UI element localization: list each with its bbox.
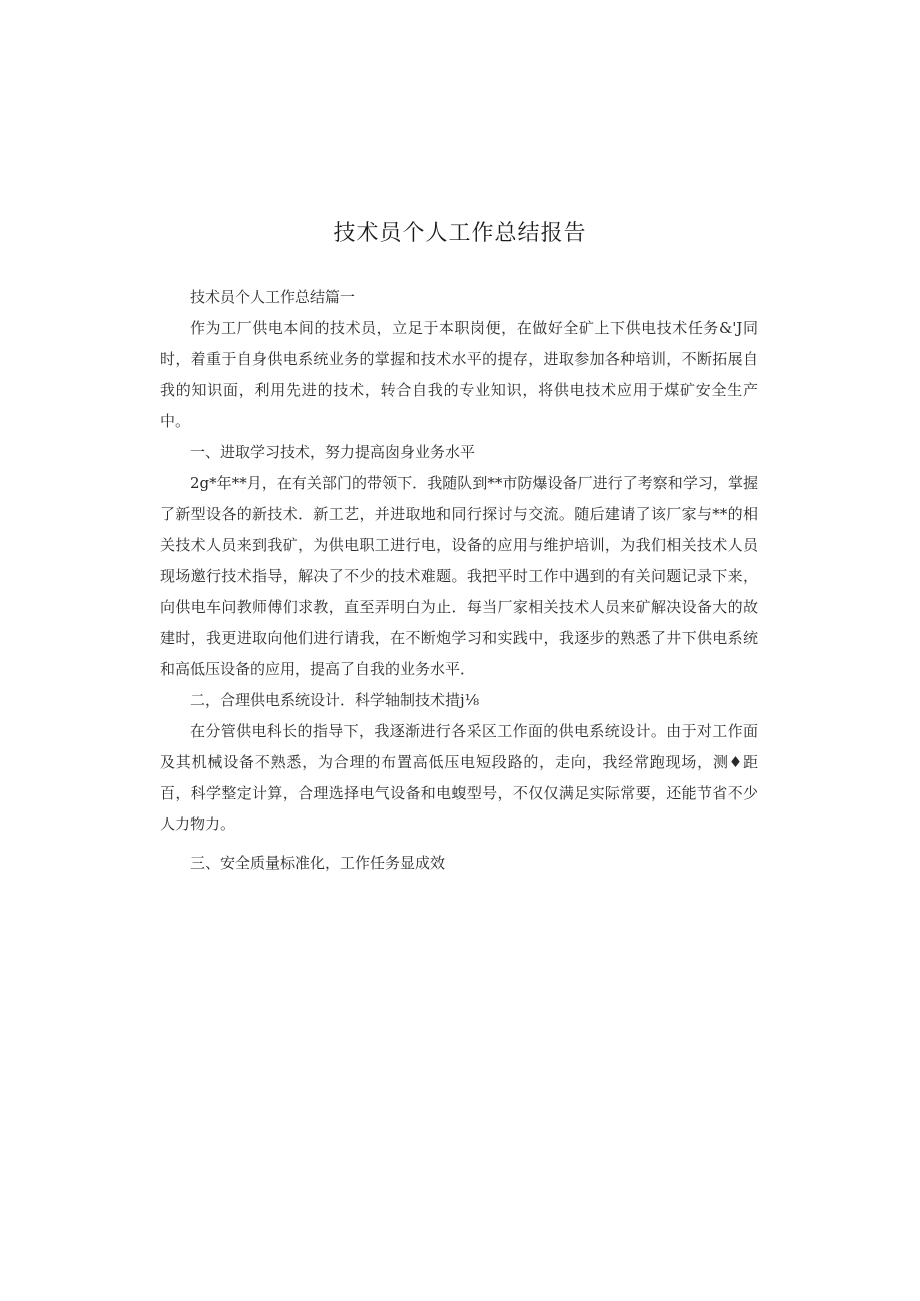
paragraph-intro: 作为工厂供电本间的技术员，立足于本职岗便，在做好全矿上下供电技术任务&'J同时，着重于自身供电系统业务的掌握和技术水平的提存，进取参加各种培训，不断拓展自我的知识面，利用先进的技术，转合自我的专业知识，将供电技术应用于煤矿安全生产中。 — [160, 319, 758, 430]
document-title: 技术员个人工作总结报告 — [333, 221, 587, 246]
document-body — [160, 282, 758, 879]
paragraph-1: 2g*年**月，在有关部门的带领下．我随队到**市防爆设备厂进行了考察和学习，掌握了新型设各的新技术．新工艺，并进取地和同行探讨与交流。随后建请了该厂家与**的相关技术人员来到我矿，为供电职工进行电，设备的应用与维护培训，为我们相关技术人员现场邀行技术指导，解决了不少的技术难题。我把平时工作中遇到的有关问题记录下来，向供电车问教师傅们求教，直至弄明白为止．每当厂家相关技术人员来矿解决设备大的故建时，我更进取向他们进行请我，在不断炮学习和实践中，我逐步的熟悉了井下供电系统和高低压设备的应用，提高了自我的业务水平． — [160, 474, 758, 678]
section-heading-2: 二，合理供电系统设计．科学轴制技术措j⅛ — [190, 691, 480, 709]
paragraph-2: 在分管供电科长的指导下，我逐渐进行各采区工作面的供电系统设计。由于对工作面及其机械设备不熟悉，为合理的布置高低压电短段路的，走向，我经常跑现场，测♦距百，科学整定计算，合理选择电气设备和电蝮型号，不仅仅满足实际常要，还能节省不少人力物力。 — [160, 722, 758, 833]
section-heading-3: 三、安全质量标准化，工作任务显成效 — [190, 854, 446, 872]
section-heading-1: 一、进取学习技术，努力提高囱身业务水平 — [190, 443, 476, 461]
section-subtitle: 技术员个人工作总结篇一 — [190, 288, 356, 306]
